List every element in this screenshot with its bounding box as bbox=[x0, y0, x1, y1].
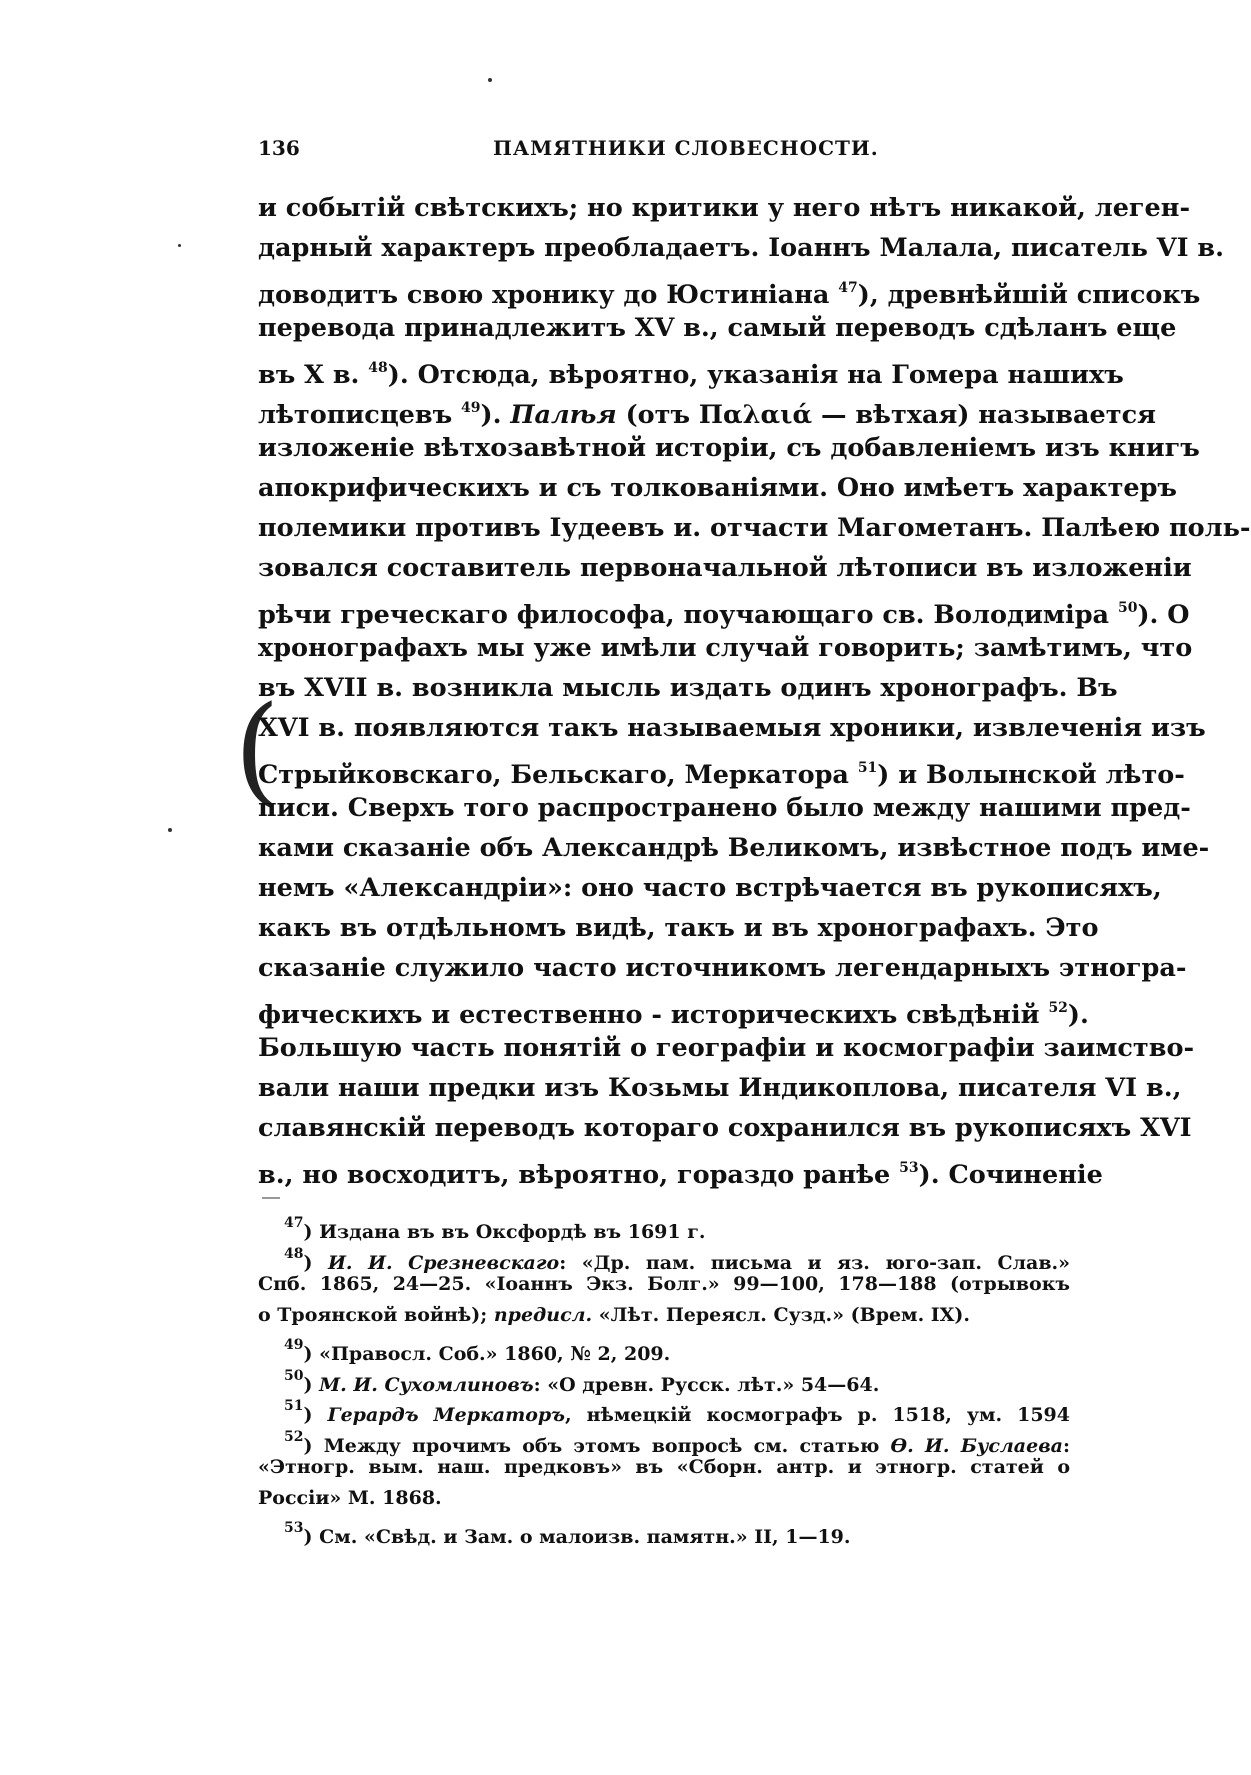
body-line bbox=[258, 628, 1193, 668]
footnote-52-line-2: «Этногр. вым. наш. предковъ» въ «Сборн. антр. и этногр. статей о bbox=[258, 1456, 1070, 1478]
footnote-text: : «Др. пам. письма и яз. юго-зап. Слав.» bbox=[559, 1251, 1071, 1274]
body-line bbox=[258, 948, 1187, 988]
footnote-52-line-1 bbox=[258, 1422, 1070, 1457]
line-text: сказаніе служило часто источникомъ легендарныхъ этногра- bbox=[258, 953, 1187, 983]
body-line bbox=[258, 1108, 1192, 1148]
footnote-48-line-2: Спб. 1865, 24—25. «Іоаннъ Экз. Болг.» 99—100, 178—188 (отрывокъ bbox=[258, 1273, 1070, 1295]
line-text: изложеніе вѣтхозавѣтной исторіи, съ добавленіемъ изъ книгъ bbox=[258, 433, 1200, 463]
line-text: Стрыйковскаго, Бельскаго, Меркатора bbox=[258, 760, 858, 790]
line-text: въ XVII в. возникла мысль издать одинъ хронографъ. Въ bbox=[258, 673, 1118, 703]
footnote-ref: 50 bbox=[1117, 600, 1138, 616]
footnote-text: ) bbox=[303, 1251, 328, 1274]
footnote-text: ) Издана въ въ Оксфордѣ въ 1691 г. bbox=[303, 1221, 706, 1243]
footnote-ref: 53 bbox=[899, 1160, 919, 1176]
footnote-ref: 47 bbox=[838, 280, 858, 296]
footnote-author: М. И. Сухомлиновъ bbox=[319, 1373, 534, 1396]
line-text: писи. Сверхъ того распространено было между нашими пред- bbox=[258, 793, 1191, 823]
page-header bbox=[258, 130, 898, 170]
footnote-47 bbox=[258, 1208, 1070, 1243]
print-speck bbox=[168, 828, 172, 832]
footnote-author: И. И. Срезневскаго bbox=[327, 1251, 560, 1274]
line-text: в., но восходитъ, вѣроятно, гораздо ранѣе bbox=[258, 1160, 900, 1190]
body-text bbox=[258, 188, 1251, 1190]
body-line bbox=[258, 708, 1206, 748]
footnote-mark: 52 bbox=[284, 1428, 304, 1445]
line-text: ), древнѣйшій списокъ bbox=[857, 280, 1201, 310]
footnote-52-line-3: Россіи» М. 1868. bbox=[258, 1486, 442, 1509]
body-line bbox=[258, 788, 1191, 828]
margin-bracket-mark: ( bbox=[234, 680, 281, 818]
footnote-text: ) bbox=[303, 1404, 328, 1426]
line-text: полемики противъ Іудеевъ и. отчасти Магометанъ. Палѣею поль- bbox=[258, 513, 1251, 543]
running-title: ПАМЯТНИКИ СЛОВЕСНОСТИ. bbox=[493, 136, 879, 160]
body-line bbox=[258, 188, 1191, 228]
footnote-text: : «О древн. Русск. лѣт.» 54—64. bbox=[533, 1373, 880, 1396]
line-text: ). bbox=[1067, 1000, 1089, 1030]
footnote-divider bbox=[262, 1197, 280, 1199]
line-text: перевода принадлежитъ XV в., самый переводъ сдѣланъ еще bbox=[258, 313, 1177, 343]
footnote-mark: 50 bbox=[284, 1367, 304, 1384]
footnote-48-line-3 bbox=[258, 1300, 1070, 1331]
footnote-text: : bbox=[1062, 1434, 1070, 1457]
footnote-ref: 49 bbox=[461, 400, 481, 416]
footnote-mark: 51 bbox=[284, 1398, 304, 1414]
line-text: немъ «Александріи»: оно часто встрѣчается въ рукописяхъ, bbox=[258, 873, 1162, 903]
footnote-text: о Троянской войнѣ); bbox=[258, 1303, 494, 1326]
body-line bbox=[258, 828, 1210, 868]
body-line bbox=[258, 868, 1162, 908]
line-text: и событій свѣтскихъ; но критики у него нѣтъ никакой, леген- bbox=[258, 193, 1191, 223]
body-line bbox=[258, 268, 1201, 310]
footnote-mark: 47 bbox=[284, 1215, 304, 1231]
line-text: (отъ Παλαιά — вѣтхая) называется bbox=[616, 400, 1156, 430]
body-line bbox=[258, 348, 1124, 390]
body-line bbox=[258, 1068, 1182, 1108]
body-line bbox=[258, 668, 1118, 708]
body-line bbox=[258, 308, 1177, 348]
footnote-ref: 51 bbox=[857, 760, 878, 776]
footnote-mark: 48 bbox=[284, 1245, 304, 1262]
line-text: вали наши предки изъ Козьмы Индикоплова, писателя VI в., bbox=[258, 1073, 1182, 1103]
body-line bbox=[258, 1148, 1103, 1190]
footnote-text: ) «Правосл. Соб.» 1860, № 2, 209. bbox=[303, 1343, 671, 1365]
line-text: Большую часть понятій о географіи и космографіи заимство- bbox=[258, 1033, 1195, 1063]
footnote-53 bbox=[258, 1513, 1070, 1548]
line-text: апокрифическихъ и съ толкованіями. Оно имѣетъ характеръ bbox=[258, 473, 1177, 503]
line-text: ками сказаніе объ Александрѣ Великомъ, извѣстное подъ име- bbox=[258, 833, 1210, 863]
line-text: дарный характеръ преобладаетъ. Іоаннъ Малала, писатель VI в. bbox=[258, 233, 1224, 263]
line-text: зовался составитель первоначальной лѣтописи въ изложеніи bbox=[258, 553, 1192, 583]
footnote-50 bbox=[258, 1361, 1070, 1396]
footnote-text: ) bbox=[303, 1373, 320, 1396]
line-text: XVI в. появляются такъ называемыя хроники, извлеченія изъ bbox=[258, 713, 1206, 743]
body-line bbox=[258, 388, 1156, 430]
italic-term: Палѣя bbox=[510, 400, 617, 430]
line-text: хронографахъ мы уже имѣли случай говорить; замѣтимъ, что bbox=[258, 633, 1193, 663]
line-text: въ X в. bbox=[258, 360, 369, 390]
footnote-text: «Лѣт. Переясл. Сузд.» (Врем. IX). bbox=[592, 1303, 971, 1326]
footnotes bbox=[258, 1208, 1071, 1548]
footnote-48-line-1 bbox=[258, 1239, 1071, 1274]
body-line bbox=[258, 428, 1200, 468]
line-text: лѣтописцевъ bbox=[258, 400, 462, 430]
footnote-author: Ѳ. И. Буслаева bbox=[890, 1434, 1063, 1457]
print-speck bbox=[488, 78, 492, 82]
footnote-ref: 48 bbox=[368, 360, 388, 376]
body-line bbox=[258, 588, 1190, 630]
footnote-text: ) Между прочимъ объ этомъ вопросѣ см. статью bbox=[303, 1434, 891, 1457]
body-line bbox=[258, 468, 1177, 508]
body-line bbox=[258, 1028, 1195, 1068]
body-line bbox=[258, 508, 1251, 548]
page-number: 136 bbox=[258, 136, 300, 160]
body-line bbox=[258, 548, 1192, 588]
line-text: ). bbox=[480, 400, 511, 430]
line-text: какъ въ отдѣльномъ видѣ, такъ и въ хронографахъ. Это bbox=[258, 913, 1099, 943]
line-text: доводитъ свою хронику до Юстиніана bbox=[258, 280, 839, 310]
footnote-author: Герардъ Меркаторъ bbox=[327, 1404, 565, 1426]
footnote-49 bbox=[258, 1330, 1070, 1365]
footnote-text: , нѣмецкій космографъ р. 1518, ум. 1594 bbox=[565, 1404, 1070, 1426]
line-text: ). Отсюда, вѣроятно, указанія на Гомера нашихъ bbox=[387, 360, 1124, 390]
body-line bbox=[258, 748, 1185, 790]
footnote-51 bbox=[258, 1391, 1070, 1426]
footnote-italic: предисл. bbox=[493, 1303, 593, 1326]
line-text: славянскій переводъ котораго сохранился въ рукописяхъ XVI bbox=[258, 1113, 1192, 1143]
footnote-text: ) См. «Свѣд. и Зам. о малоизв. памятн.» II, 1—19. bbox=[303, 1526, 851, 1548]
footnote-ref: 52 bbox=[1048, 1000, 1068, 1016]
line-text: фическихъ и естественно - историческихъ свѣдѣній bbox=[258, 1000, 1049, 1030]
line-text: ). Сочиненіе bbox=[918, 1160, 1103, 1190]
line-text: рѣчи греческаго философа, поучающаго св. Володиміра bbox=[258, 600, 1118, 630]
footnote-mark: 53 bbox=[284, 1520, 304, 1536]
footnote-mark: 49 bbox=[284, 1337, 304, 1353]
body-line bbox=[258, 988, 1089, 1030]
body-line bbox=[258, 228, 1224, 268]
body-line bbox=[258, 908, 1099, 948]
print-speck bbox=[178, 244, 181, 247]
line-text: ) и Волынской лѣто- bbox=[877, 760, 1185, 790]
line-text: ). О bbox=[1137, 600, 1190, 630]
